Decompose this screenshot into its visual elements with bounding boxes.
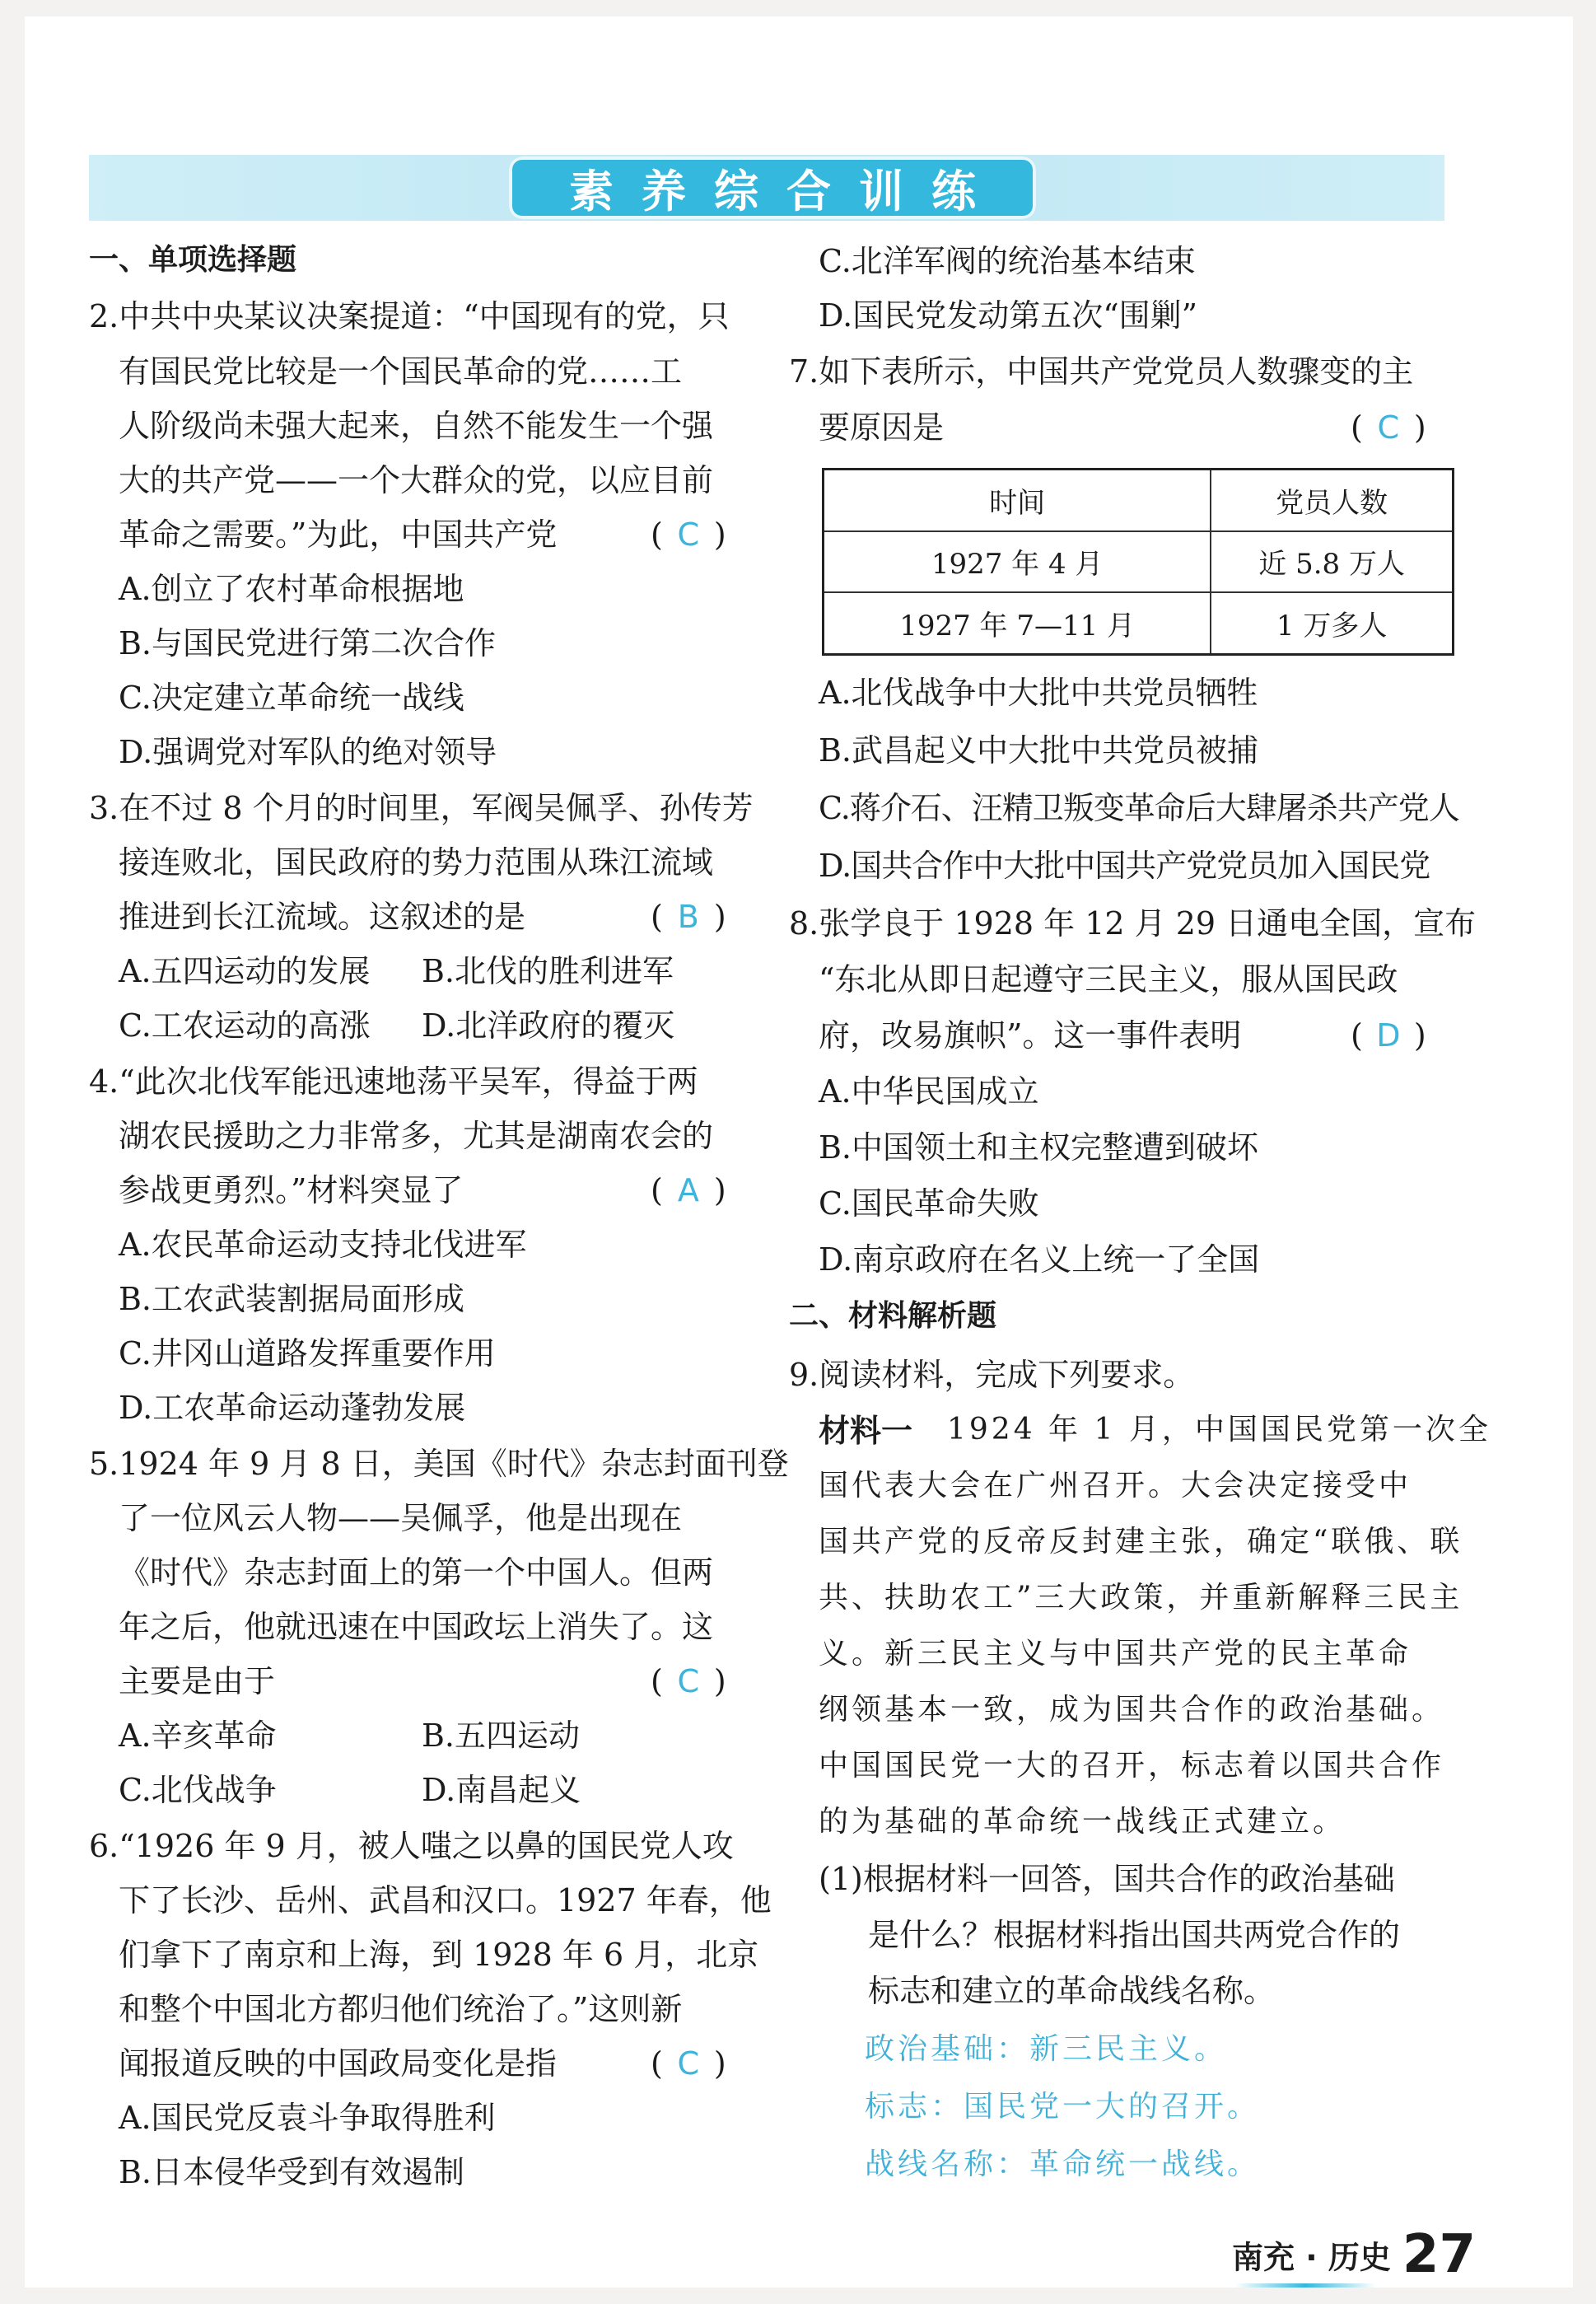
q6-stem-line: 们拿下了南京和上海，到 1928 年 6 月，北京 [119, 1937, 759, 1973]
q2-stem-line: 大的共产党——一个大群众的党，以应目前 [119, 462, 714, 498]
q8-option: D.南京政府在名义上统一了全国 [819, 1241, 1260, 1278]
q3-option: A.五四运动的发展 [119, 953, 371, 989]
q5-stem-line: 年之后，他就迅速在中国政坛上消失了。这 [119, 1609, 714, 1645]
answer-letter: D [1376, 1017, 1401, 1054]
answer-letter: B [677, 899, 699, 935]
q8-option: C.国民革命失败 [819, 1185, 1039, 1222]
material-line: 的为基础的革命统一战线正式建立。 [819, 1805, 1346, 1839]
q8-stem-line: 8.张学良于 1928 年 12 月 29 日通电全国，宣布 [789, 905, 1477, 942]
q4-option: C.井冈山道路发挥重要作用 [119, 1335, 496, 1372]
q6-option: D.国民党发动第五次“围剿” [819, 297, 1198, 334]
footer-underline [1235, 2283, 1375, 2288]
material-label: 材料一 [819, 1413, 913, 1449]
q4-answer: ( A ) [651, 1172, 726, 1208]
q2-stem-line: 2.中共中央某议决案提道：“中国现有的党，只 [89, 298, 730, 334]
q6-stem-line: 和整个中国北方都归他们统治了。”这则新 [119, 1991, 683, 2027]
footer-subject: 南充 · 历史 [1232, 2239, 1391, 2276]
q3-stem-line: 接连败北，国民政府的势力范围从珠江流域 [119, 844, 714, 881]
q5-option: C.北伐战争 [119, 1772, 277, 1808]
q9-sub1-line: 是什么？根据材料指出国共两党合作的 [868, 1917, 1401, 1953]
table-header: 时间 [824, 470, 1211, 531]
q3-option: C.工农运动的高涨 [119, 1007, 371, 1044]
q3-stem-line: 推进到长江流域。这叙述的是 [119, 899, 526, 935]
q4-stem-line: 参战更勇烈。”材料突显了 [119, 1172, 464, 1208]
q6-option: A.国民党反袁斗争取得胜利 [119, 2100, 496, 2136]
q5-stem-line: 《时代》杂志封面上的第一个中国人。但两 [119, 1554, 714, 1591]
q7-answer: ( C ) [1351, 409, 1426, 446]
q6-answer: ( C ) [651, 2045, 726, 2082]
q6-option: B.日本侵华受到有效遏制 [119, 2154, 465, 2190]
q6-stem-line: 闻报道反映的中国政局变化是指 [119, 2045, 558, 2082]
table-header: 党员人数 [1211, 470, 1453, 531]
answer-letter: C [677, 516, 700, 553]
q2-stem-line: 人阶级尚未强大起来，自然不能发生一个强 [119, 408, 714, 444]
q2-stem-line: 革命之需要。”为此，中国共产党 [119, 516, 558, 553]
table-row [824, 592, 1454, 654]
table-row [824, 531, 1454, 593]
answer-letter: C [677, 1663, 700, 1699]
q7-option: B.武昌起义中大批中共党员被捕 [819, 732, 1259, 769]
q8-option: B.中国领土和主权完整遭到破坏 [819, 1129, 1259, 1166]
q4-stem-line: 4.“此次北伐军能迅速地荡平吴军，得益于两 [89, 1063, 698, 1100]
q6-option: C.北洋军阀的统治基本结束 [819, 243, 1196, 279]
q9-sub1-line: (1)根据材料一回答，国共合作的政治基础 [819, 1861, 1395, 1897]
q5-answer: ( C ) [651, 1663, 726, 1699]
material-line: 国共产党的反帝反封建主张，确定“联俄、联 [819, 1525, 1463, 1559]
q7-stem-line: 要原因是 [819, 409, 945, 446]
q5-stem-line: 主要是由于 [119, 1663, 276, 1699]
q5-stem-line: 5.1924 年 9 月 8 日，美国《时代》杂志封面刊登 [89, 1446, 789, 1482]
q3-option: B.北伐的胜利进军 [422, 953, 674, 989]
material-line: 共、扶助农工”三大政策，并重新解释三民主 [819, 1581, 1463, 1615]
page-footer [1232, 2224, 1476, 2285]
q9-sub1-line: 标志和建立的革命战线名称。 [868, 1973, 1276, 2009]
handwritten-answer: 标志：国民党一大的召开。 [865, 2090, 1261, 2124]
q2-answer: ( C ) [651, 516, 726, 553]
q2-option: D.强调党对军队的绝对领导 [119, 734, 497, 770]
answer-letter: A [677, 1172, 699, 1208]
section-banner-title: 素养综合训练 [509, 157, 1036, 219]
q4-stem-line: 湖农民援助之力非常多，尤其是湖南农会的 [119, 1118, 714, 1154]
answer-letter: C [1377, 409, 1400, 446]
material-line: 中国国民党一大的召开，标志着以国共合作 [819, 1749, 1445, 1783]
q6-stem-line: 6.“1926 年 9 月，被人嗤之以鼻的国民党人攻 [89, 1828, 734, 1864]
table-header-row [824, 470, 1454, 531]
q8-answer: ( D ) [1351, 1017, 1426, 1054]
section-heading-material: 二、材料解析题 [789, 1299, 997, 1333]
q2-option: A.创立了农村革命根据地 [119, 571, 464, 607]
q4-option: B.工农武装割据局面形成 [119, 1281, 465, 1317]
material-line: 国代表大会在广州召开。大会决定接受中 [819, 1469, 1412, 1503]
q5-stem-line: 了一位风云人物——吴佩孚，他是出现在 [119, 1500, 683, 1536]
q4-option: A.农民革命运动支持北伐进军 [119, 1227, 527, 1263]
q5-option: D.南昌起义 [422, 1772, 581, 1808]
q7-option: D.国共合作中大批中国共产党党员加入国民党 [819, 848, 1430, 884]
table-cell: 1927 年 4 月 [824, 531, 1211, 593]
material-line: 义。新三民主义与中国共产党的民主革命 [819, 1637, 1412, 1671]
q5-option: A.辛亥革命 [119, 1717, 277, 1754]
q6-stem-line: 下了长沙、岳州、武昌和汉口。1927 年春，他 [119, 1882, 772, 1918]
q3-stem-line: 3.在不过 8 个月的时间里，军阀吴佩孚、孙传芳 [89, 790, 754, 826]
q3-option: D.北洋政府的覆灭 [422, 1007, 675, 1044]
page-number: 27 [1402, 2224, 1476, 2285]
party-member-table [822, 468, 1454, 656]
q5-option: B.五四运动 [422, 1717, 581, 1754]
table-cell: 近 5.8 万人 [1211, 531, 1453, 593]
q2-option: C.决定建立革命统一战线 [119, 680, 464, 716]
q2-option: B.与国民党进行第二次合作 [119, 625, 497, 661]
q7-stem-line: 7.如下表所示，中国共产党党员人数骤变的主 [789, 353, 1414, 390]
material-line: 1924 年 1 月，中国国民党第一次全 [947, 1413, 1491, 1446]
section-heading-choice: 一、单项选择题 [89, 243, 297, 277]
q9-stem: 9.阅读材料，完成下列要求。 [789, 1357, 1195, 1393]
q8-stem-line: 府，改易旗帜”。这一事件表明 [819, 1017, 1242, 1054]
answer-letter: C [677, 2045, 700, 2082]
handwritten-answer: 政治基础：新三民主义。 [865, 2032, 1228, 2066]
q3-answer: ( B ) [651, 899, 726, 935]
q7-option: C.蒋介石、汪精卫叛变革命后大肆屠杀共产党人 [819, 790, 1459, 826]
q4-option: D.工农革命运动蓬勃发展 [119, 1390, 466, 1426]
q8-option: A.中华民国成立 [819, 1073, 1039, 1110]
material-line: 纲领基本一致，成为国共合作的政治基础。 [819, 1693, 1445, 1727]
handwritten-answer: 战线名称：革命统一战线。 [865, 2147, 1261, 2181]
q8-stem-line: “东北从即日起遵守三民主义，服从国民政 [819, 961, 1398, 998]
q7-option: A.北伐战争中大批中共党员牺牲 [819, 675, 1258, 711]
table-cell: 1 万多人 [1211, 592, 1453, 654]
table-cell: 1927 年 7—11 月 [824, 592, 1211, 654]
q2-stem-line: 有国民党比较是一个国民革命的党……工 [119, 353, 683, 390]
